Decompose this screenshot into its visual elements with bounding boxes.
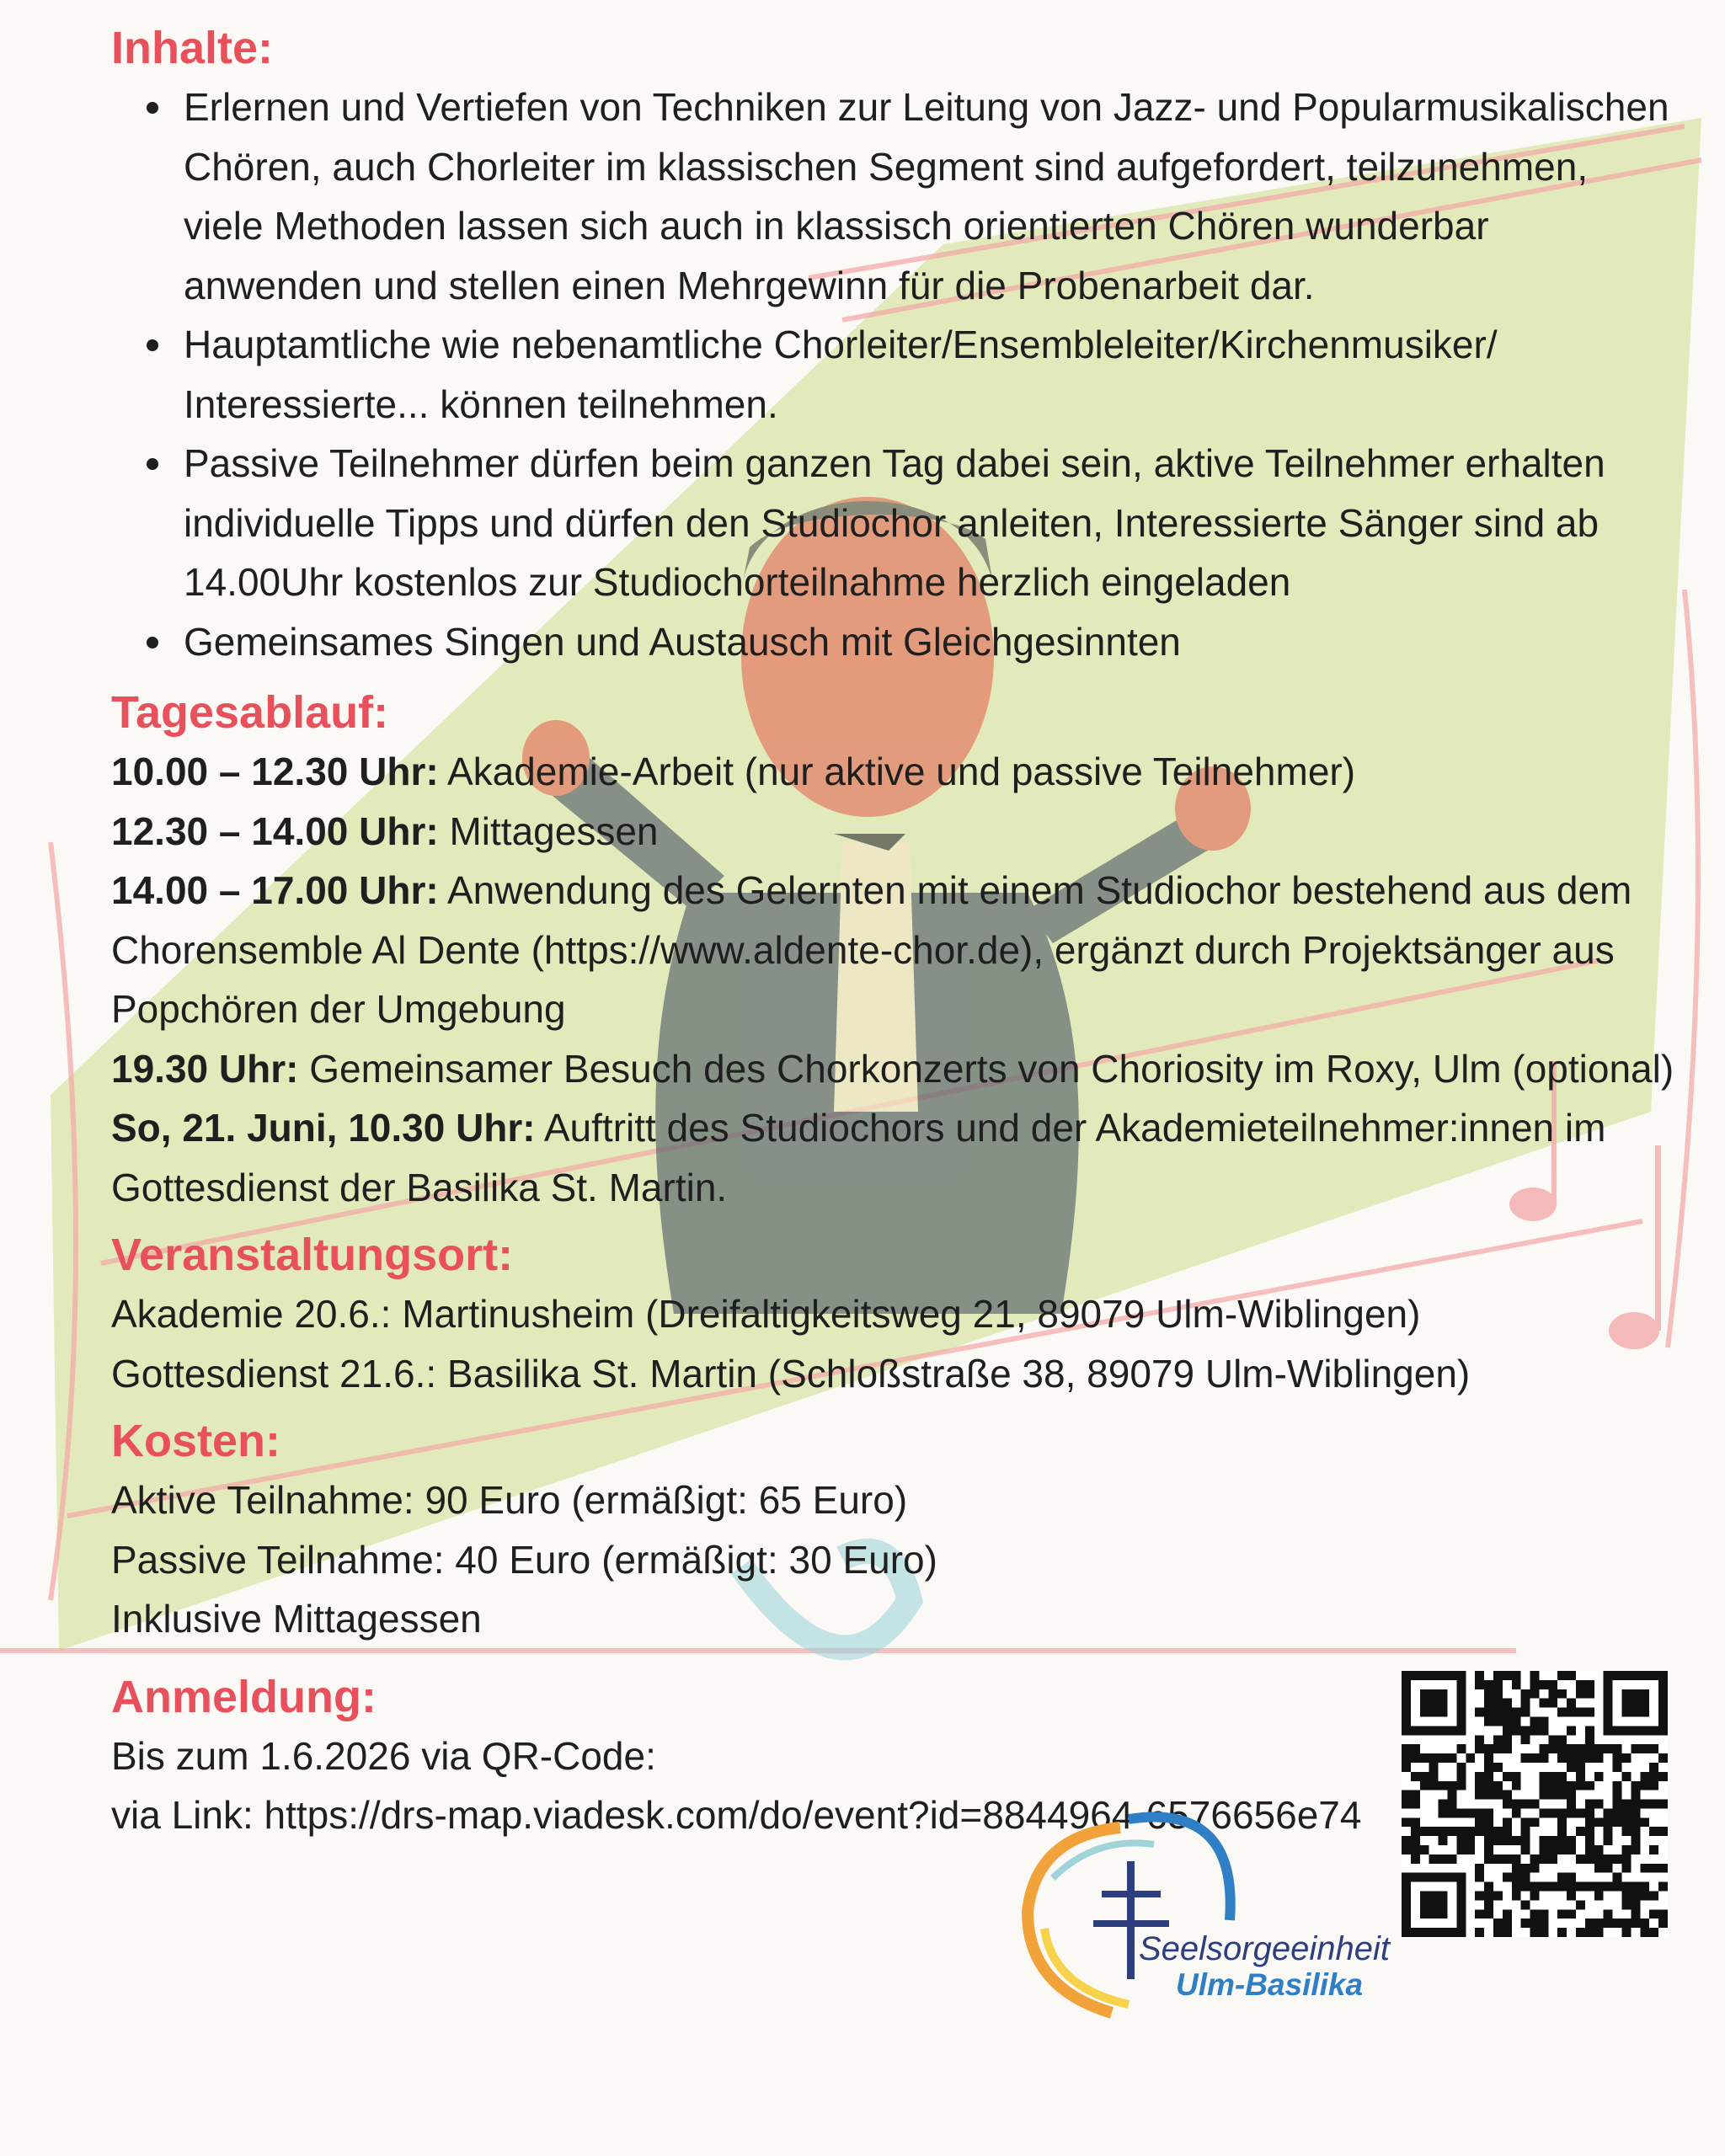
schedule-time: 14.00 – 17.00 Uhr: (111, 868, 439, 912)
venue-line: Gottesdienst 21.6.: Basilika St. Martin (Schloßstraße 38, 89079 Ulm-Wiblingen) (111, 1351, 1471, 1396)
venue-line: Akademie 20.6.: Martinusheim (Dreifaltigkeitsweg 21, 89079 Ulm-Wiblingen) (111, 1292, 1421, 1336)
list-item-text: Gemeinsames Singen und Austausch mit Gleichgesinnten (184, 619, 1181, 664)
registration-link[interactable]: via Link: https://drs-map.viadesk.com/do/event?id=8844964-6576656e74 (111, 1793, 1362, 1837)
schedule-entry (111, 1098, 1678, 1217)
logo-line-1: Seelsorgeeinheit (1139, 1930, 1390, 1967)
cost-line: Passive Teilnahme: 40 Euro (ermäßigt: 30 Euro) (111, 1537, 937, 1582)
heading-tagesablauf: Tagesablauf: (111, 687, 389, 738)
seelsorgeeinheit-logo (1019, 1802, 1407, 2030)
qr-code-icon[interactable] (1402, 1671, 1668, 1937)
heading-veranstaltungsort: Veranstaltungsort: (111, 1230, 514, 1280)
cost-line: Inklusive Mittagessen (111, 1597, 482, 1641)
list-item (111, 612, 1678, 672)
schedule-text: Akademie-Arbeit (nur aktive und passive Teilnehmer) (446, 750, 1356, 793)
registration-line: Bis zum 1.6.2026 via QR-Code: (111, 1733, 656, 1778)
schedule-text: Mittagessen (449, 808, 659, 853)
schedule-time: 12.30 – 14.00 Uhr: (111, 808, 439, 853)
list-item-text: Hauptamtliche wie nebenamtliche Chorleiter/Ensembleleiter/Kirchenmusiker/ Interessierte... können teilnehmen. (184, 323, 1498, 426)
schedule-entry (111, 1039, 1678, 1099)
inhalte-list (111, 77, 1678, 671)
schedule-entry (111, 802, 1678, 862)
schedule-time: So, 21. Juni, 10.30 Uhr: (111, 1106, 536, 1150)
heading-anmeldung: Anmeldung: (111, 1671, 377, 1722)
list-item (111, 434, 1678, 612)
schedule-entry (111, 861, 1678, 1039)
list-item-text: Erlernen und Vertiefen von Techniken zur Leitung von Jazz- und Popularmusikalischen Chören, auch Chorleiter im klassischen Segment sind aufgefordert, teilzunehmen, viele Methoden lassen sich auch in klassisch orientierten Chören wunderbar anwenden und stellen einen Mehrgewinn für die Probenarbeit dar. (184, 85, 1669, 307)
schedule-entry (111, 742, 1678, 802)
heading-inhalte: Inhalte: (111, 23, 274, 73)
logo-line-2: Ulm-Basilika (1176, 1967, 1364, 2002)
bullet-icon (147, 458, 158, 470)
list-item (111, 77, 1678, 315)
bullet-icon (147, 339, 158, 351)
schedule-text: Anwendung des Gelernten mit einem Studiochor bestehend aus dem Chorensemble Al Dente (https://www.aldente-chor.de), ergänzt durch Projektsänger aus Popchören der Umgebung (111, 868, 1632, 1031)
heading-kosten: Kosten: (111, 1416, 280, 1466)
flyer-content (111, 19, 1678, 1845)
bullet-icon (147, 102, 158, 114)
list-item (111, 315, 1678, 434)
bullet-icon (147, 637, 158, 648)
list-item-text: Passive Teilnehmer dürfen beim ganzen Tag dabei sein, aktive Teilnehmer erhalten individuelle Tipps und dürfen den Studiochor anleiten, Interessierte Sänger sind ab 14.00Uhr kostenlos zur Studiochorteilnahme herzlich eingeladen (184, 441, 1605, 604)
schedule-text: Gemeinsamer Besuch des Chorkonzerts von Choriosity im Roxy, Ulm (optional) (309, 1046, 1674, 1091)
schedule-time: 19.30 Uhr: (111, 1046, 299, 1091)
schedule-time: 10.00 – 12.30 Uhr: (111, 750, 439, 793)
cost-line: Aktive Teilnahme: 90 Euro (ermäßigt: 65 Euro) (111, 1478, 908, 1522)
schedule-text: Auftritt des Studiochors und der Akademieteilnehmer:innen im Gottesdienst der Basilika St. Martin. (111, 1106, 1606, 1209)
